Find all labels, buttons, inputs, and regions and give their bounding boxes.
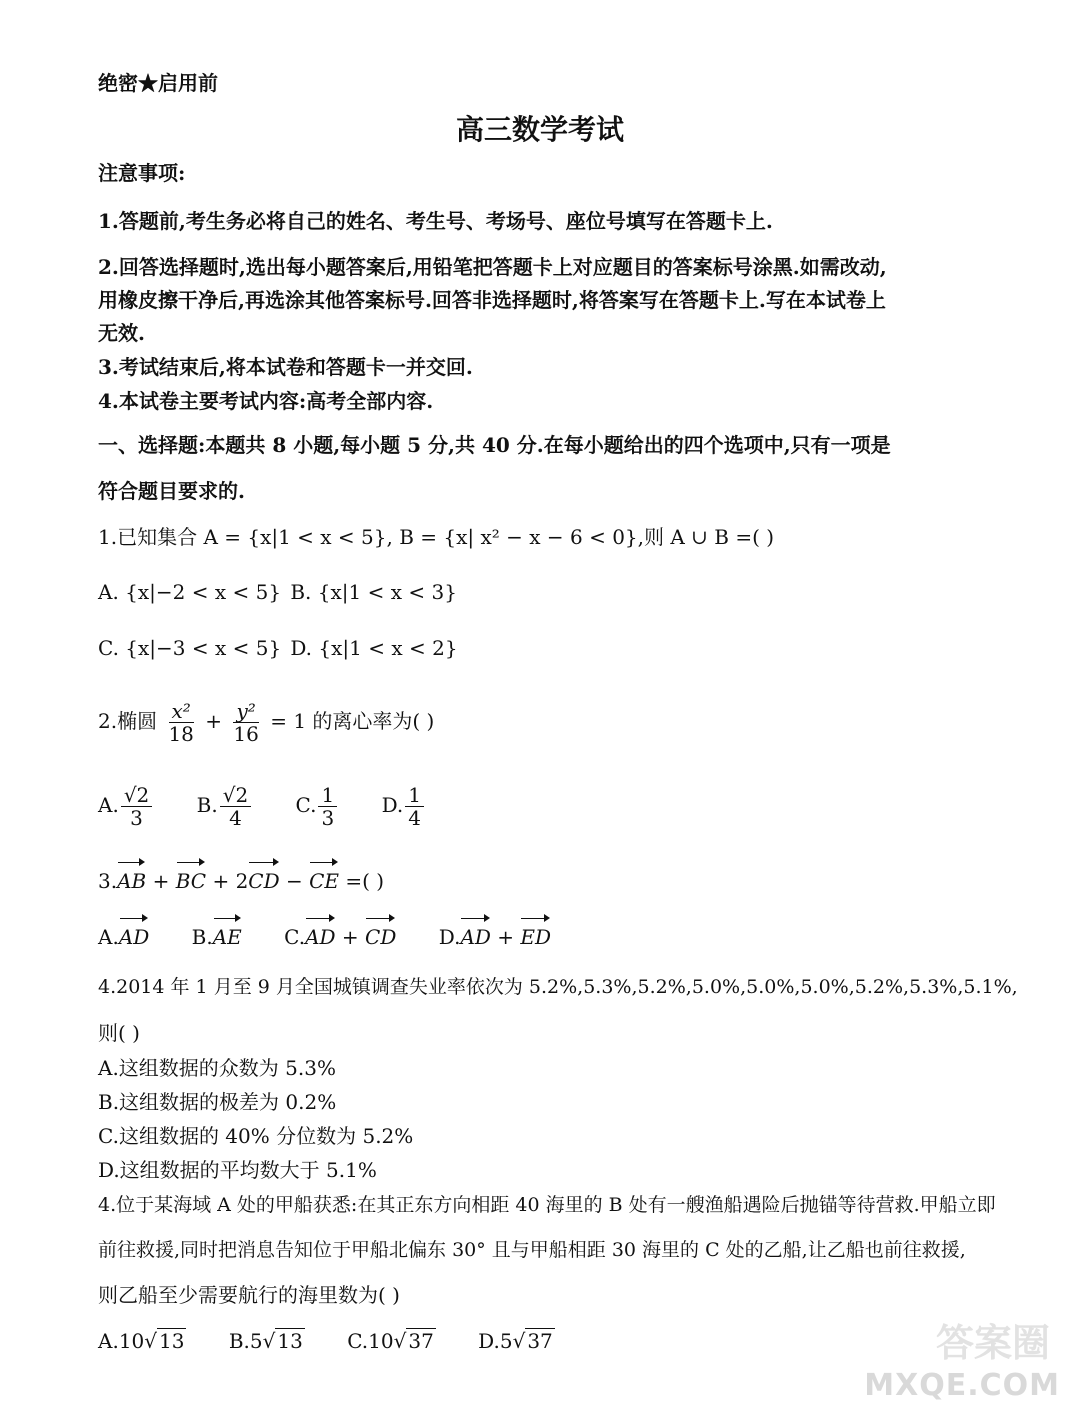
q2-option-c [296,780,340,830]
q2-option-a-den: 3 [130,806,143,830]
q3-options [98,916,988,954]
q3-option-a-vec: AD [119,916,149,954]
q2-option-b-frac [220,784,251,829]
q5-stem-cont: 前往救援,同时把消息告知位于甲船北偏东 30° 且与甲船相距 30 海里的 C 处的乙船,让乙船也前往救援, [98,1239,966,1261]
q3-option-b-label: B. [191,925,213,949]
q4-option-d: D.这组数据的平均数大于 5.1% [98,1158,377,1182]
q2-option-d [382,780,426,830]
q3-option-a [98,916,149,954]
q2-fraction-y-den: 16 [233,722,259,746]
q2-option-a-frac [121,784,152,829]
q1-option-c: C. {x|−3 < x < 5} [98,636,282,660]
q3-suffix: =( ) [339,869,385,893]
notice-item-2: 2.回答选择题时,选出每小题答案后,用铅笔把答题卡上对应题目的答案标号涂黑.如需改动, [98,255,887,279]
q3-option-b [192,916,242,954]
q5-option-d-coef: 5 [499,1329,513,1353]
q1-option-b: B. {x|1 < x < 3} [290,580,457,604]
q5-option-b-label: B. [228,1329,250,1353]
q5-option-d-rad: 37 [527,1329,553,1353]
q2-option-d-frac [405,784,424,829]
q2-option-c-label: C. [295,793,317,817]
q2-plus: + [205,709,223,733]
watermark-url: MXQE.COM [864,1368,1060,1403]
q2-fraction-y-num: y² [233,700,258,723]
q5-stem: 4.位于某海域 A 处的甲船获悉:在其正东方向相距 40 海里的 B 处有一艘渔船遇险后抛锚等待营救.甲船立即 [98,1194,996,1216]
section-heading-cont: 符合题目要求的. [98,479,245,503]
q1-stem: 1.已知集合 A = {x|1 < x < 5}, B = {x| x² − x − 6 < 0},则 A ∪ B =( ) [98,525,775,549]
q2-fraction-x-num: x² [169,700,194,723]
q3-option-d-label: D. [438,925,461,949]
notice-heading: 注意事项: [98,161,186,185]
q2-prefix: 2.椭圆 [98,709,158,733]
q5-option-d-label: D. [478,1329,500,1353]
q2-option-b-den: 4 [229,806,242,830]
q3-vector-cd: CD [248,860,279,898]
q5-option-c-rad: 37 [408,1329,434,1353]
section-heading: 一、选择题:本题共 8 小题,每小题 5 分,共 40 分.在每小题给出的四个选项中,只有一项是 [98,433,891,457]
q2-option-b-label: B. [196,793,218,817]
q5-option-a-coef: 10 [118,1329,145,1353]
q2-fraction-x [165,700,196,745]
q2-option-c-frac [318,784,337,829]
q3-prefix: 3. [98,869,118,893]
q5-option-b-coef: 5 [249,1329,263,1353]
q4-stem: 4.2014 年 1 月至 9 月全国城镇调查失业率依次为 5.2%,5.3%,5.2%,5.0%,5.0%,5.0%,5.2%,5.3%,5.1%, [98,976,1018,998]
q3-op2: + 2 [206,869,249,893]
q4-option-b: B.这组数据的极差为 0.2% [98,1090,337,1114]
secret-mark: 绝密★启用前 [98,71,218,95]
notice-item-1: 1.答题前,考生务必将自己的姓名、考生号、考场号、座位号填写在答题卡上. [98,209,773,233]
q3-op3: − [279,869,310,893]
page-title: 高三数学考试 [455,113,624,146]
q1-options-row1 [98,575,988,609]
q3-option-c-label: C. [284,925,306,949]
q3-vector-bc: BC [176,860,206,898]
q3-option-c-op: + [335,925,366,949]
notice-item-2-end: 无效. [98,321,145,345]
q3-option-d-vec1: AD [460,916,490,954]
q5-options [98,1324,988,1358]
watermark-logo: 答案圈 [935,1321,1050,1365]
q2-stem [98,696,988,746]
q2-fraction-x-den: 18 [168,722,194,746]
q3-op1: + [146,869,176,893]
q3-option-c-vec1: AD [305,916,335,954]
q5-option-b: B.5√ 13 [228,1329,303,1353]
q3-vector-ab: AB [117,860,146,898]
q3-stem [98,860,988,898]
q5-option-b-rad: 13 [277,1329,303,1353]
q4-option-a: A.这组数据的众数为 5.3% [98,1056,336,1080]
q2-suffix: = 1 的离心率为( ) [270,709,435,733]
q2-option-d-den: 4 [408,806,421,830]
q3-vector-ce: CE [309,860,339,898]
q3-option-d [439,916,551,954]
q5-option-c: C.10√ 37 [347,1329,434,1353]
q3-option-b-vec: AE [213,916,242,954]
q1-options-row2 [98,631,988,665]
q5-option-a-rad: 13 [159,1329,185,1353]
notice-item-3: 3.考试结束后,将本试卷和答题卡一并交回. [98,355,473,379]
q3-option-c-vec2: CD [365,916,396,954]
q4-option-c: C.这组数据的 40% 分位数为 5.2% [98,1124,414,1148]
q3-option-a-label: A. [98,925,119,949]
q2-option-d-num: 1 [405,784,424,807]
q5-option-a: A.10√ 13 [98,1329,185,1353]
q2-option-b [197,780,254,830]
q5-option-c-coef: 10 [368,1329,394,1353]
q5-stem-end: 则乙船至少需要航行的海里数为( ) [98,1283,400,1307]
q3-option-c [284,916,396,954]
q3-option-d-op: + [490,925,521,949]
q2-option-c-num: 1 [318,784,337,807]
q2-option-a-label: A. [98,793,119,817]
q2-option-a [98,780,154,830]
notice-item-4: 4.本试卷主要考试内容:高考全部内容. [98,389,434,413]
q2-option-c-den: 3 [321,806,335,830]
q4-stem-cont: 则( ) [98,1021,140,1045]
q5-option-a-label: A. [98,1329,119,1353]
q2-options [98,780,988,830]
q3-option-d-vec2: ED [520,916,551,954]
q2-option-d-label: D. [381,793,404,817]
notice-item-2-cont: 用橡皮擦干净后,再选涂其他答案标号.回答非选择题时,将答案写在答题卡上.写在本试卷上 [98,288,886,312]
q1-option-a: A. {x|−2 < x < 5} [98,580,282,604]
q2-option-a-num: √2 [121,784,152,807]
q5-option-d: D.5√ 37 [478,1329,553,1353]
q2-fraction-y [230,700,261,745]
q2-option-b-num: √2 [220,784,251,807]
q1-option-d: D. {x|1 < x < 2} [290,636,458,660]
q5-option-c-label: C. [347,1329,369,1353]
